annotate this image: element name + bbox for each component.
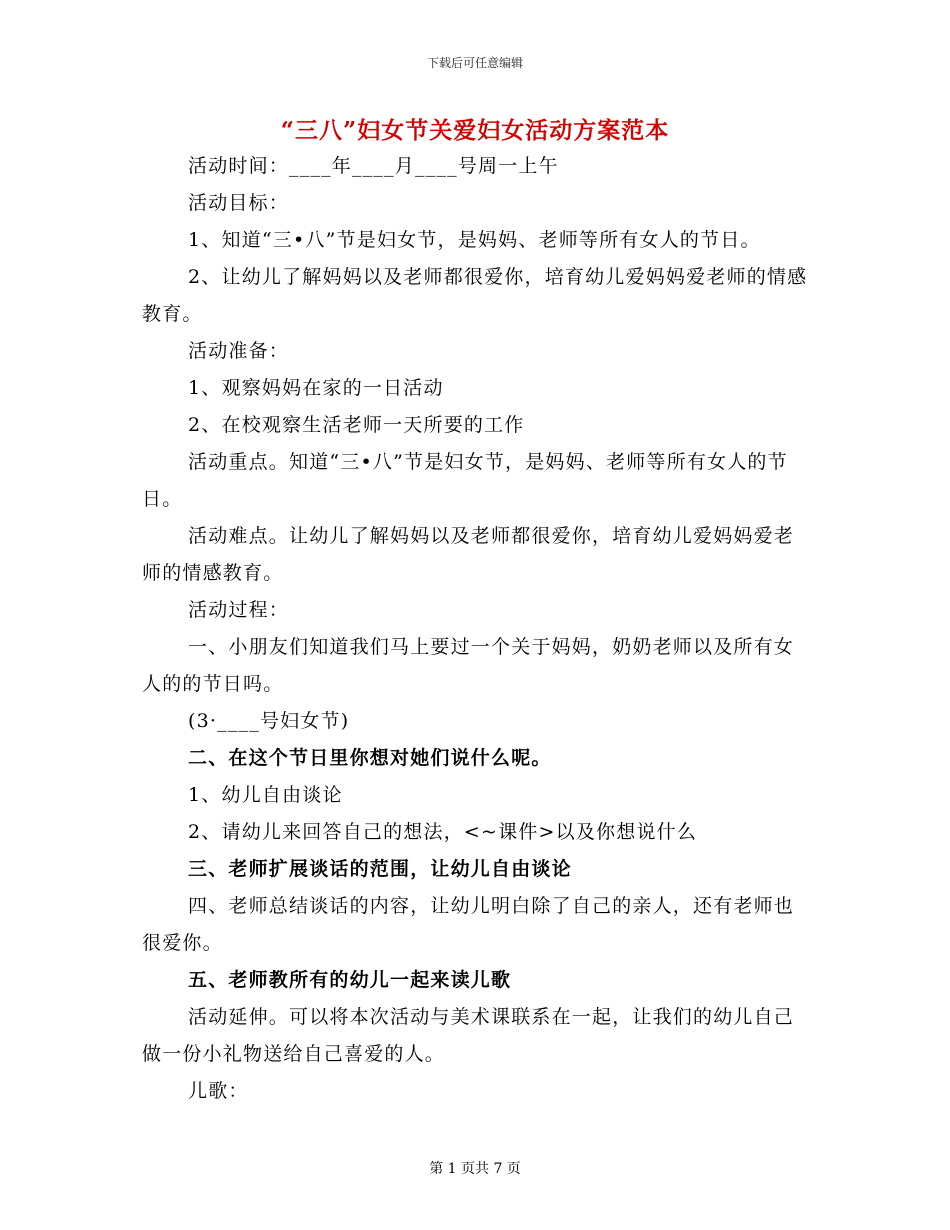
paragraph: 一、小朋友们知道我们马上要过一个关于妈妈，奶奶老师以及所有女人的的节日吗。 bbox=[142, 636, 795, 695]
paragraph: 2、请幼儿来回答自己的想法，<~课件>以及你想说什么 bbox=[188, 821, 698, 843]
paragraph: (3·____号妇女节) bbox=[188, 710, 350, 732]
paragraph: 活动准备： bbox=[188, 340, 290, 362]
page-header-note: 下载后可任意编辑 bbox=[426, 56, 523, 70]
section-heading: 二、在这个节日里你想对她们说什么呢。 bbox=[188, 747, 552, 769]
page-footer-number: 第 1 页共 7 页 bbox=[429, 1161, 521, 1177]
paragraph: 2、在校观察生活老师一天所要的工作 bbox=[188, 414, 525, 436]
paragraph: 1、观察妈妈在家的一日活动 bbox=[188, 377, 444, 399]
paragraph: 2、让幼儿了解妈妈以及老师都很爱你，培育幼儿爱妈妈爱老师的情感教育。 bbox=[142, 266, 808, 325]
section-heading: 五、老师教所有的幼儿一起来读儿歌 bbox=[188, 969, 512, 991]
paragraph: 1、知道“三•八”节是妇女节，是妈妈、老师等所有女人的节日。 bbox=[188, 229, 761, 251]
paragraph: 活动目标： bbox=[188, 192, 290, 214]
paragraph: 儿歌： bbox=[188, 1080, 249, 1102]
document-title: “三八”妇女节关爱妇女活动方案范本 bbox=[280, 117, 670, 144]
paragraph: 活动延伸。可以将本次活动与美术课联系在一起，让我们的幼儿自己做一份小礼物送给自己喜爱的人。 bbox=[142, 1006, 795, 1065]
paragraph: 活动重点。知道“三•八”节是妇女节，是妈妈、老师等所有女人的节日。 bbox=[142, 451, 788, 510]
paragraph: 1、幼儿自由谈论 bbox=[188, 784, 343, 806]
document-body bbox=[142, 148, 814, 1110]
paragraph: 四、老师总结谈话的内容，让幼儿明白除了自己的亲人，还有老师也很爱你。 bbox=[142, 895, 795, 954]
section-heading: 三、老师扩展谈话的范围，让幼儿自由谈论 bbox=[188, 858, 572, 880]
paragraph: 活动时间：____年____月____号周一上午 bbox=[188, 155, 559, 177]
paragraph: 活动过程： bbox=[188, 599, 290, 621]
paragraph: 活动难点。让幼儿了解妈妈以及老师都很爱你，培育幼儿爱妈妈爱老师的情感教育。 bbox=[142, 525, 795, 584]
